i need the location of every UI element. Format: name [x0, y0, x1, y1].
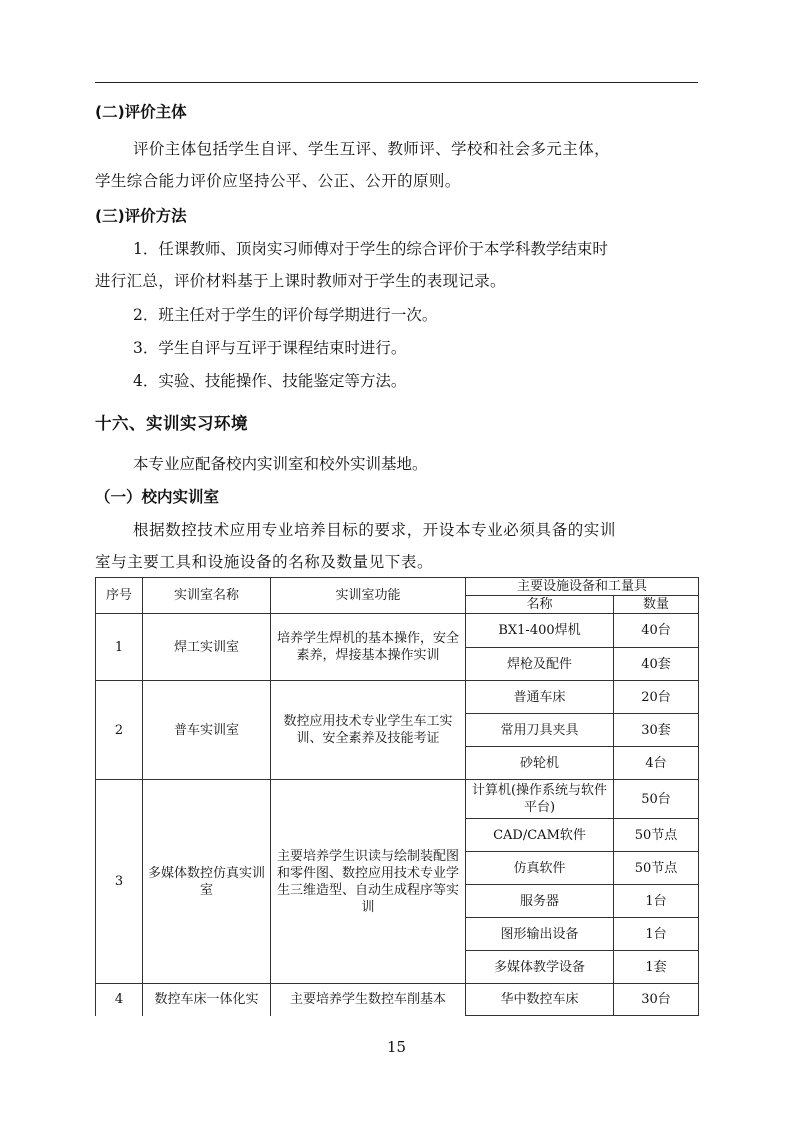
equipment-name: 焊枪及配件: [466, 648, 614, 681]
equipment-name: CAD/CAM软件: [466, 819, 614, 852]
equipment-name: 华中数控车床: [466, 984, 614, 1016]
section-title-evaluation-subject: (二)评价主体: [95, 103, 187, 121]
equipment-qty: 20台: [614, 681, 699, 714]
row-room-name: 焊工实训室: [143, 614, 271, 681]
list-item-continuation: 进行汇总，评价材料基于上课时教师对于学生的表现记录。: [95, 272, 506, 290]
equipment-name: 普通车床: [466, 681, 614, 714]
page-number: 15: [386, 1038, 407, 1056]
equipment-qty: 50节点: [614, 819, 699, 852]
row-seq: 2: [96, 681, 143, 780]
paragraph-line: 室与主要工具和设施设备的名称及数量见下表。: [95, 553, 434, 571]
list-item: 4．实验、技能操作、技能鉴定等方法。: [133, 372, 407, 390]
equipment-name: 砂轮机: [466, 747, 614, 780]
row-room-function: 主要培养学生识读与绘制装配图和零件图、数控应用技术专业学生三维造型、自动生成程序等实训: [271, 780, 466, 984]
equipment-qty: 1台: [614, 918, 699, 951]
list-item: 1．任课教师、顶岗实习师傅对于学生的综合评价于本学科教学结束时: [133, 240, 608, 258]
row-seq: 1: [96, 614, 143, 681]
subsection-title: （一）校内实训室: [95, 488, 220, 506]
row-room-function: 数控应用技术专业学生车工实训、安全素养及技能考证: [271, 681, 466, 780]
equipment-qty: 50台: [614, 780, 699, 819]
row-seq: 3: [96, 780, 143, 984]
row-room-function: 培养学生焊机的基本操作，安全素养，焊接基本操作实训: [271, 614, 466, 681]
training-room-table: [95, 577, 699, 1016]
equipment-qty: 30台: [614, 984, 699, 1016]
header-rule: [95, 82, 698, 83]
header-equipment-qty: 数量: [614, 596, 699, 614]
equipment-qty: 40套: [614, 648, 699, 681]
paragraph-line: 本专业应配备校内实训室和校外实训基地。: [133, 455, 428, 473]
header-seq: 序号: [96, 578, 143, 614]
row-seq: 4: [96, 984, 143, 1016]
paragraph-line: 学生综合能力评价应坚持公平、公正、公开的原则。: [95, 172, 461, 190]
row-room-name: 多媒体数控仿真实训室: [143, 780, 271, 984]
chapter-heading: 十六、实训实习环境: [95, 414, 248, 433]
row-room-name: 数控车床一体化实: [143, 984, 271, 1016]
row-room-function: 主要培养学生数控车削基本: [271, 984, 466, 1016]
list-item: 2．班主任对于学生的评价每学期进行一次。: [133, 306, 438, 324]
equipment-qty: 40台: [614, 614, 699, 648]
equipment-name: BX1-400焊机: [466, 614, 614, 648]
equipment-qty: 4台: [614, 747, 699, 780]
equipment-qty: 50节点: [614, 852, 699, 885]
equipment-name: 常用刀具夹具: [466, 714, 614, 747]
equipment-name: 多媒体教学设备: [466, 951, 614, 984]
header-room-function: 实训室功能: [271, 578, 466, 614]
equipment-name: 服务器: [466, 885, 614, 918]
equipment-qty: 1套: [614, 951, 699, 984]
list-item: 3．学生自评与互评于课程结束时进行。: [133, 339, 407, 357]
paragraph-line: 评价主体包括学生自评、学生互评、教师评、学校和社会多元主体，: [133, 140, 611, 158]
row-room-name: 普车实训室: [143, 681, 271, 780]
header-room-name: 实训室名称: [143, 578, 271, 614]
header-equipment-name: 名称: [466, 596, 614, 614]
equipment-qty: 30套: [614, 714, 699, 747]
paragraph-line: 根据数控技术应用专业培养目标的要求，开设本专业必须具备的实训: [133, 521, 617, 539]
equipment-name: 仿真软件: [466, 852, 614, 885]
equipment-name: 图形输出设备: [466, 918, 614, 951]
section-title-evaluation-method: (三)评价方法: [95, 207, 187, 225]
header-equipment-group: 主要设施设备和工量具: [466, 578, 699, 596]
equipment-name: 计算机(操作系统与软件平台): [466, 780, 614, 819]
equipment-qty: 1台: [614, 885, 699, 918]
